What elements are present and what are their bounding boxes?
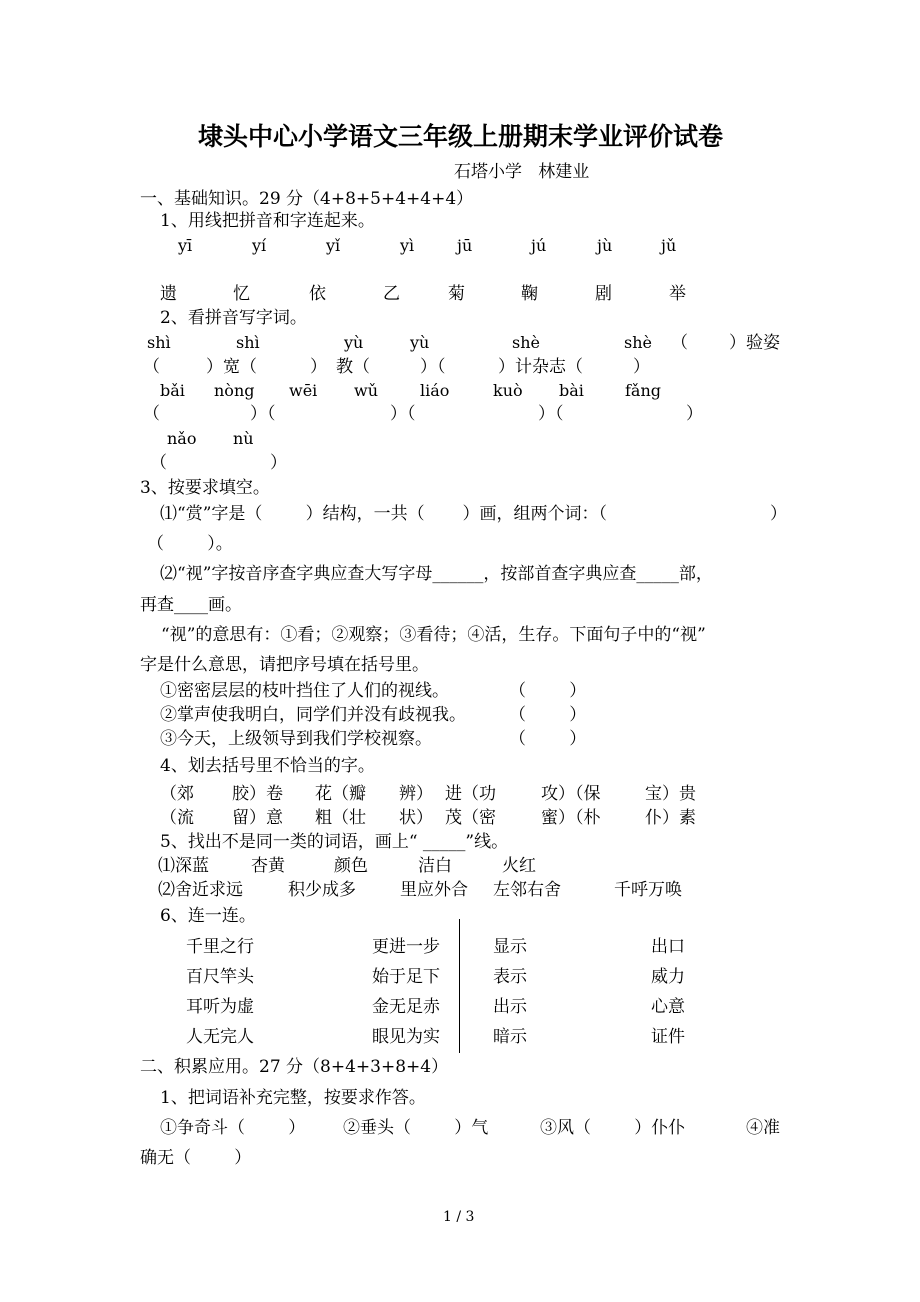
match-item: 千里之行 bbox=[186, 937, 254, 957]
pinyin-item: shè bbox=[512, 333, 540, 352]
pinyin-item: yí bbox=[252, 236, 267, 255]
q5-word: 里应外合 bbox=[400, 880, 468, 900]
q3-sentence: ①密密层层的枝叶挡住了人们的视线。 bbox=[160, 681, 449, 701]
q6-title: 6、连一连。 bbox=[160, 906, 256, 926]
char-item: 依 bbox=[309, 284, 326, 304]
q5-word: 杏黄 bbox=[251, 856, 285, 876]
q4-item: 胶）卷 bbox=[232, 784, 283, 804]
q4-item: 茂（密 bbox=[445, 808, 496, 828]
q1-title: 1、用线把拼音和字连起来。 bbox=[160, 211, 375, 231]
q4-item: （流 bbox=[160, 808, 194, 828]
match-item: 表示 bbox=[493, 967, 527, 987]
pinyin-item: yǐ bbox=[326, 236, 341, 255]
s2-q1-item: ②垂头（ ）气 bbox=[343, 1118, 489, 1138]
pinyin-item: wǔ bbox=[354, 381, 378, 400]
q3-sentence: ②掌声使我明白，同学们并没有歧视我。 bbox=[160, 705, 466, 725]
q5-word: 积少成多 bbox=[288, 880, 356, 900]
pinyin-item: liáo bbox=[420, 381, 450, 400]
page-number: 1 / 3 bbox=[443, 1209, 475, 1225]
s2-q1-item: ③风（ ）仆仆 bbox=[540, 1118, 686, 1138]
q5-word: ⑵舍近求远 bbox=[158, 880, 243, 900]
answer-paren: ）（ bbox=[250, 404, 276, 424]
answer-paren: ）宽（ bbox=[206, 357, 257, 377]
pinyin-item: nòng bbox=[214, 381, 255, 400]
pinyin-item: shì bbox=[236, 333, 260, 352]
q4-item: 进（功 bbox=[445, 784, 496, 804]
q5-word: 左邻右舍 bbox=[493, 880, 561, 900]
q5-word: 火红 bbox=[502, 856, 536, 876]
pinyin-item: jù bbox=[597, 236, 613, 255]
page-title: 埭头中心小学语文三年级上册期末学业评价试卷 bbox=[198, 122, 724, 151]
match-item: 出示 bbox=[493, 997, 527, 1017]
match-item: 威力 bbox=[651, 967, 685, 987]
q4-item: 攻）（保 bbox=[541, 784, 601, 804]
q3-part1: ⑴“赏”字是（ ）结构，一共（ ）画，组两个词：（ bbox=[160, 504, 607, 524]
q5-title: 5、找出不是同一类的词语，画上“ _____”线。 bbox=[160, 832, 509, 852]
match-item: 显示 bbox=[493, 937, 527, 957]
q4-title: 4、划去括号里不恰当的字。 bbox=[160, 756, 375, 776]
pinyin-item: bǎi bbox=[160, 381, 185, 400]
match-item: 金无足赤 bbox=[372, 997, 440, 1017]
q3-part1-cont: （ ）。 bbox=[147, 534, 233, 554]
pinyin-item: fǎng bbox=[625, 381, 662, 400]
pinyin-item: bài bbox=[559, 381, 584, 400]
answer-paren: （ bbox=[150, 453, 167, 473]
char-item: 遗 bbox=[160, 284, 177, 304]
pinyin-item: nù bbox=[233, 429, 254, 448]
answer-paren: （ bbox=[143, 357, 160, 377]
pinyin-item: jǔ bbox=[661, 236, 677, 255]
char-item: 鞠 bbox=[521, 284, 538, 304]
q2-title: 2、看拼音写字词。 bbox=[160, 308, 307, 328]
pinyin-item: jú bbox=[531, 236, 547, 255]
pinyin-item: yī bbox=[178, 236, 193, 255]
q4-item: 留）意 bbox=[232, 808, 283, 828]
divider-line bbox=[459, 919, 460, 1053]
pinyin-item: yù bbox=[410, 333, 430, 352]
answer-paren: （ ） bbox=[509, 681, 587, 701]
q3-part2-cont: 再查____画。 bbox=[140, 595, 242, 615]
pinyin-item: shè bbox=[624, 333, 652, 352]
q5-word: 千呼万唤 bbox=[614, 880, 682, 900]
char-item: 忆 bbox=[233, 284, 250, 304]
pinyin-item: wēi bbox=[289, 381, 318, 400]
match-item: 耳听为虚 bbox=[186, 997, 254, 1017]
q3-sentence: ③今天，上级领导到我们学校视察。 bbox=[160, 729, 432, 749]
author-line: 石塔小学 林建业 bbox=[454, 162, 590, 182]
answer-paren: ） bbox=[686, 404, 703, 424]
answer-paren: 教（ bbox=[336, 357, 370, 377]
answer-paren: ）（ bbox=[420, 357, 446, 377]
match-item: 心意 bbox=[651, 997, 685, 1017]
s2-q1-title: 1、把词语补充完整，按要求作答。 bbox=[160, 1088, 426, 1108]
pinyin-item: nǎo bbox=[167, 429, 197, 448]
pinyin-item: yù bbox=[344, 333, 364, 352]
answer-paren: ）验姿 bbox=[729, 333, 780, 353]
match-item: 百尺竿头 bbox=[186, 967, 254, 987]
q4-item: （郊 bbox=[160, 784, 194, 804]
s2-q1-item: ①争奇斗（ ） bbox=[160, 1118, 306, 1138]
pinyin-item: shì bbox=[147, 333, 171, 352]
match-item: 始于足下 bbox=[372, 967, 440, 987]
answer-paren: （ bbox=[143, 404, 160, 424]
q4-item: 宝）贵 bbox=[645, 784, 696, 804]
pinyin-item: jū bbox=[457, 236, 473, 255]
answer-paren: ） bbox=[770, 504, 787, 524]
q3-part3-cont: 字是什么意思，请把序号填在括号里。 bbox=[140, 655, 429, 675]
s2-q1-item: ④准 bbox=[746, 1118, 780, 1138]
s2-q1-item-cont: 确无（ ） bbox=[140, 1148, 252, 1168]
q5-word: ⑴深蓝 bbox=[158, 856, 209, 876]
q4-item: 仆）素 bbox=[645, 808, 696, 828]
section-1-heading: 一、基础知识。29 分（4+8+5+4+4+4） bbox=[140, 189, 474, 209]
pinyin-item: yì bbox=[400, 236, 415, 255]
match-item: 暗示 bbox=[493, 1027, 527, 1047]
q4-item: 花（瓣 bbox=[315, 784, 366, 804]
q4-item: 状） bbox=[399, 808, 433, 828]
q4-item: 蜜）（朴 bbox=[541, 808, 601, 828]
q4-item: 辨） bbox=[399, 784, 433, 804]
char-item: 举 bbox=[669, 284, 686, 304]
answer-paren: （ ） bbox=[509, 705, 587, 725]
answer-paren: ）（ bbox=[538, 404, 564, 424]
answer-paren: （ bbox=[671, 333, 688, 353]
match-item: 出口 bbox=[651, 937, 685, 957]
answer-paren: ）（ bbox=[390, 404, 416, 424]
q5-word: 颜色 bbox=[334, 856, 368, 876]
q3-title: 3、按要求填空。 bbox=[140, 478, 270, 498]
section-2-heading: 二、积累应用。27 分（8+4+3+8+4） bbox=[140, 1057, 449, 1077]
answer-paren: （ ） bbox=[509, 729, 587, 749]
match-item: 眼见为实 bbox=[372, 1027, 440, 1047]
match-item: 证件 bbox=[651, 1027, 685, 1047]
q3-part2: ⑵“视”字按音序查字典应查大写字母______，按部首查字典应查_____部， bbox=[160, 564, 713, 584]
pinyin-item: kuò bbox=[493, 381, 523, 400]
q4-item: 粗（壮 bbox=[315, 808, 366, 828]
q5-word: 洁白 bbox=[418, 856, 452, 876]
answer-paren: ）计杂志（ bbox=[498, 357, 583, 377]
answer-paren: ） bbox=[310, 357, 327, 377]
char-item: 乙 bbox=[383, 284, 400, 304]
answer-paren: ） bbox=[633, 357, 650, 377]
char-item: 剧 bbox=[595, 284, 612, 304]
q3-part3: “视”的意思有：①看；②观察；③看待；④活，生存。下面句子中的“视” bbox=[161, 625, 706, 645]
match-item: 人无完人 bbox=[186, 1027, 254, 1047]
char-item: 菊 bbox=[448, 284, 465, 304]
match-item: 更进一步 bbox=[372, 937, 440, 957]
answer-paren: ） bbox=[270, 453, 287, 473]
